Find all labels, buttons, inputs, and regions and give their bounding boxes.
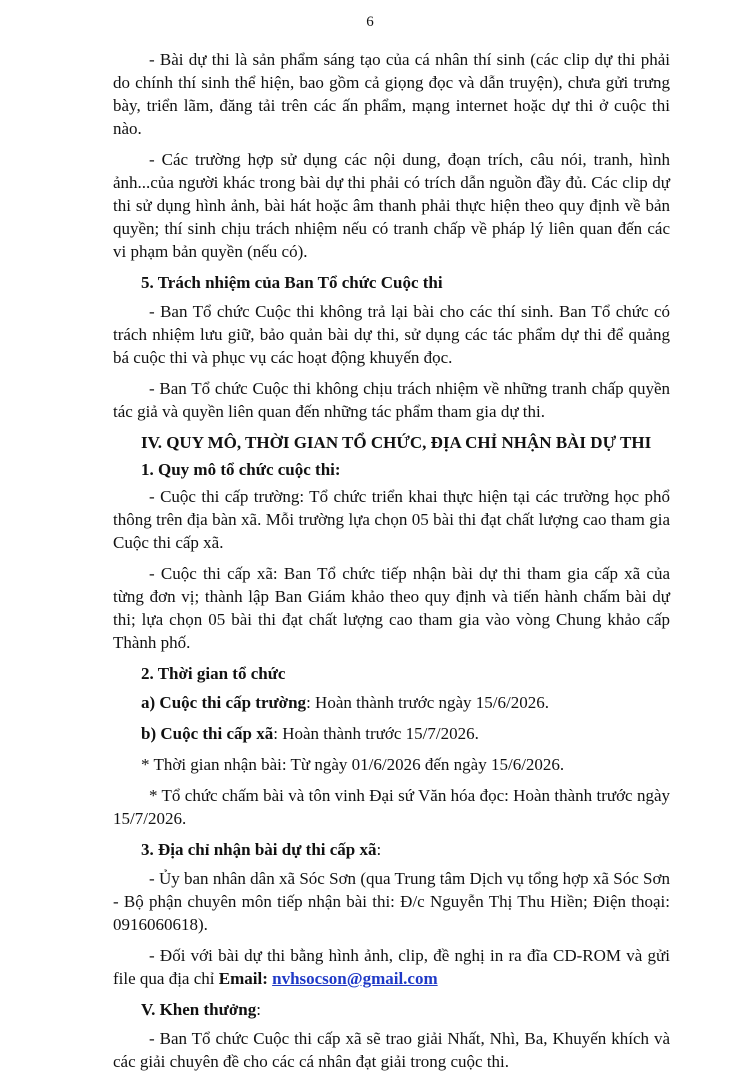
timeline-submission: * Thời gian nhận bài: Từ ngày 01/6/2026 đến ngày 15/6/2026.: [141, 755, 565, 774]
timeline-judging: * Tổ chức chấm bài và tôn vinh Đại sứ Văn hóa đọc: Hoàn thành trước ngày 15/7/2026.: [113, 786, 670, 828]
paragraph-school-level: - Cuộc thi cấp trường: Tổ chức triển khai thực hiện tại các trường học phổ thông trên địa bàn xã. Mỗi trường lựa chọn 05 bài thi đạt chất lượng cao tham gia Cuộc thi cấp xã.: [113, 487, 670, 552]
heading-address: [113, 838, 670, 861]
paragraph-address: - Ủy ban nhân dân xã Sóc Sơn (qua Trung tâm Dịch vụ tổng hợp xã Sóc Sơn - Bộ phận chuyên môn tiếp nhận bài thi: Đ/c Nguyễn Thị Thu Hiền; Điện thoại: 0916060618).: [113, 869, 670, 934]
paragraph-organizer-storage: - Ban Tổ chức Cuộc thi không trả lại bài cho các thí sinh. Ban Tổ chức có trách nhiệm lưu giữ, bảo quản bài dự thi, sử dụng các tác phẩm dự thi để quảng bá cuộc thi và phục vụ các hoạt động khuyến đọc.: [113, 302, 670, 367]
timeline-commune: [113, 722, 670, 745]
paragraph-commune-level: - Cuộc thi cấp xã: Ban Tổ chức tiếp nhận bài dự thi tham gia cấp xã của từng đơn vị; thành lập Ban Giám khảo theo quy định và tiến hành chấm bài dự thi; lựa chọn 05 bài thi đạt chất lượng cao tham gia vào vòng Chung khảo cấp Thành phố.: [113, 564, 670, 652]
paragraph-email-submission: [113, 944, 670, 990]
paragraph-citation-copyright: - Các trường hợp sử dụng các nội dung, đoạn trích, câu nói, tranh, hình ảnh...của người khác trong bài dự thi phải có trích dẫn nguồn đầy đủ. Các clip dự thi sử dụng hình ảnh, bài hát hoặc âm thanh phải thực hiện theo quy định về bản quyền; thí sinh chịu trách nhiệm nếu có tranh chấp về pháp lý liên quan đến các vi phạm bản quyền (nếu có).: [113, 150, 670, 261]
timeline-school: [113, 691, 670, 714]
paragraph-awards: - Ban Tổ chức Cuộc thi cấp xã sẽ trao giải Nhất, Nhì, Ba, Khuyến khích và các giải chuyên đề cho các cá nhân đạt giải trong cuộc thi.: [113, 1029, 670, 1071]
heading-timeline: 2. Thời gian tổ chức: [141, 664, 286, 683]
heading-address-text: 3. Địa chỉ nhận bài dự thi cấp xã: [141, 840, 377, 859]
paragraph-entry-originality: - Bài dự thi là sản phẩm sáng tạo của cá nhân thí sinh (các clip dự thi phải do chính thí sinh thể hiện, bao gồm cả giọng đọc và dẫn truyện), chưa gửi trưng bày, triển lãm, đăng tải trên các ấn phẩm, mạng internet hoặc dự thi ở cuộc thi nào.: [113, 50, 670, 138]
paragraph-organizer-disputes: - Ban Tổ chức Cuộc thi không chịu trách nhiệm về những tranh chấp quyền tác giả và quyền liên quan đến những tác phẩm tham gia dự thi.: [113, 379, 670, 421]
heading-section-iv: IV. QUY MÔ, THỜI GIAN TỔ CHỨC, ĐỊA CHỈ NHẬN BÀI DỰ THI: [141, 433, 652, 452]
heading-organizer-responsibility: 5. Trách nhiệm của Ban Tổ chức Cuộc thi: [141, 273, 443, 292]
heading-awards-text: V. Khen thưởng: [141, 1000, 257, 1019]
page-number: 6: [366, 14, 374, 30]
timeline-commune-label: b) Cuộc thi cấp xã: [141, 724, 274, 743]
email-label: Email:: [218, 969, 268, 988]
document-body: [113, 48, 670, 1081]
timeline-commune-text: : Hoàn thành trước 15/7/2026.: [273, 724, 479, 743]
heading-scale: 1. Quy mô tổ chức cuộc thi:: [141, 460, 341, 479]
timeline-school-text: : Hoàn thành trước ngày 15/6/2026.: [306, 693, 550, 712]
heading-awards-colon: :: [256, 1000, 261, 1019]
heading-address-colon: :: [376, 840, 382, 859]
timeline-school-label: a) Cuộc thi cấp trường: [141, 693, 307, 712]
heading-awards: [113, 998, 670, 1021]
email-submission-text: - Đối với bài dự thi bằng hình ảnh, clip, đề nghị in ra đĩa CD-ROM và gửi file qua địa chỉ: [113, 946, 670, 988]
email-link[interactable]: nvhsocson@gmail.com: [272, 969, 438, 988]
